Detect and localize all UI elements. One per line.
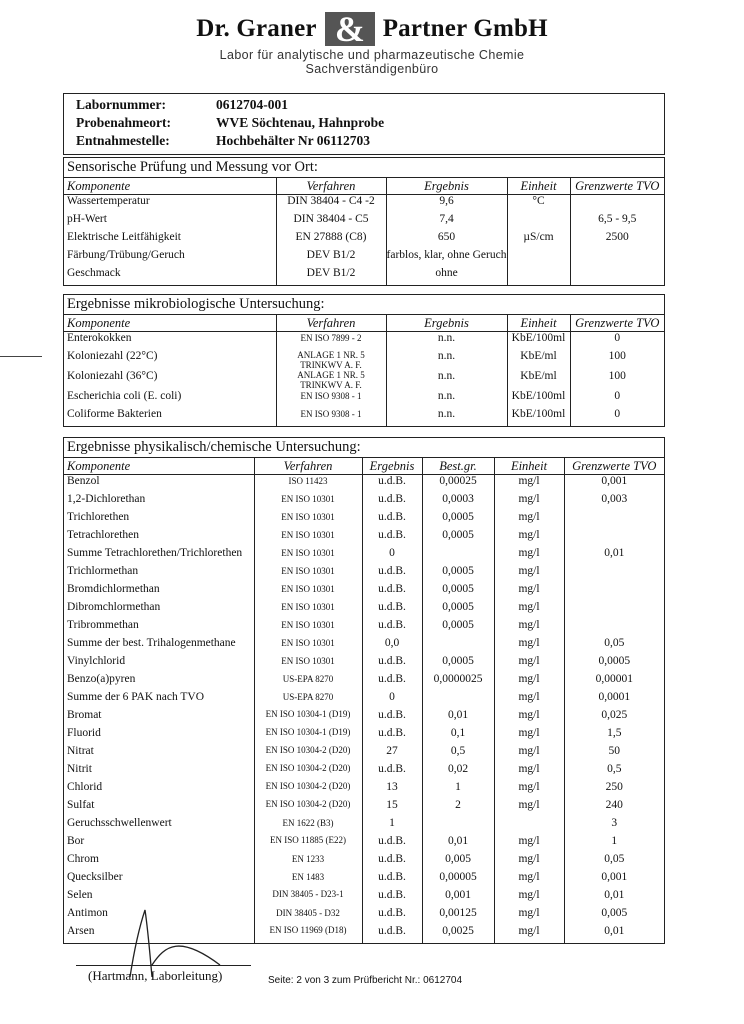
- value-cell: 0,0025: [422, 925, 494, 943]
- value-cell: [507, 213, 570, 231]
- value-cell: u.d.B.: [362, 763, 422, 781]
- component-cell: Tribrommethan: [64, 619, 254, 637]
- component-cell: Koloniezahl (22°C): [64, 350, 276, 370]
- company-name: [0, 10, 744, 48]
- component-cell: Trichlormethan: [64, 565, 254, 583]
- component-cell: Quecksilber: [64, 871, 254, 889]
- table-row: [64, 637, 664, 655]
- method-cell: EN ISO 9308 - 1: [276, 390, 386, 408]
- table-row: [64, 727, 664, 745]
- value-cell: mg/l: [494, 493, 564, 511]
- value-cell: mg/l: [494, 637, 564, 655]
- value-cell: 3: [611, 817, 618, 829]
- table-row: [64, 493, 664, 511]
- value-cell: 0,025: [601, 709, 628, 721]
- component-cell: 1,2-Dichlorethan: [64, 493, 254, 511]
- table-row: [64, 231, 664, 249]
- table-row: [64, 195, 664, 214]
- value-cell: mg/l: [494, 529, 564, 547]
- value-cell: 13: [362, 781, 422, 799]
- method-cell: EN 1622 (B3): [254, 817, 362, 835]
- component-cell: Summe der best. Trihalogenmethane: [64, 637, 254, 655]
- method-cell: ISO 11423: [254, 475, 362, 494]
- page-indicator: Seite: 2 von 3 zum Prüfbericht Nr.: 0612704: [268, 975, 462, 986]
- component-cell: Fluorid: [64, 727, 254, 745]
- method-cell: EN ISO 10301: [254, 565, 362, 583]
- method-cell: DEV B1/2: [276, 267, 386, 285]
- method-cell: EN ISO 10301: [254, 511, 362, 529]
- signature-caption: (Hartmann, Laborleitung): [88, 968, 223, 983]
- method-cell: EN ISO 10304-2 (D20): [254, 745, 362, 763]
- info-row-sampling-point: Entnahmestelle: Hochbehälter Nr 06112703: [76, 133, 370, 148]
- section-physchem: [63, 437, 665, 944]
- method-cell: ANLAGE 1 NR. 5 TRINKWV A. F.: [276, 370, 386, 390]
- value-cell: 100: [608, 370, 626, 382]
- value-cell: u.d.B.: [362, 853, 422, 871]
- value-cell: u.d.B.: [362, 889, 422, 907]
- value-cell: 50: [608, 745, 620, 757]
- value-cell: 0,001: [422, 889, 494, 907]
- value-cell: [422, 817, 494, 835]
- method-cell: EN ISO 10301: [254, 619, 362, 637]
- svg-text:&: &: [334, 10, 365, 48]
- value-cell: 0,0005: [422, 583, 494, 601]
- value-cell: 0,00001: [595, 673, 633, 685]
- value-cell: 0,01: [422, 835, 494, 853]
- component-cell: Coliforme Bakterien: [64, 408, 276, 426]
- value-cell: [564, 583, 664, 601]
- value-cell: [422, 691, 494, 709]
- value-cell: KbE/100ml: [507, 332, 570, 351]
- table-row: [64, 475, 664, 494]
- margin-mark: [0, 356, 42, 357]
- component-cell: Tetrachlorethen: [64, 529, 254, 547]
- method-cell: DIN 38404 - C5: [276, 213, 386, 231]
- component-cell: Chlorid: [64, 781, 254, 799]
- value-cell: 0,00025: [422, 475, 494, 494]
- table-row: [64, 799, 664, 817]
- value-cell: u.d.B.: [362, 871, 422, 889]
- sensory-rows: [64, 195, 664, 286]
- letterhead: [0, 10, 744, 76]
- value-cell: 0,0003: [422, 493, 494, 511]
- value-cell: 0,0005: [422, 565, 494, 583]
- value-cell: n.n.: [386, 408, 507, 426]
- table-row: [64, 601, 664, 619]
- value-cell: mg/l: [494, 583, 564, 601]
- table-row: [64, 267, 664, 285]
- value-cell: u.d.B.: [362, 673, 422, 691]
- table-row: [64, 390, 664, 408]
- table-row: [64, 709, 664, 727]
- value-cell: [564, 511, 664, 529]
- value-cell: [507, 267, 570, 285]
- method-cell: EN ISO 10304-2 (D20): [254, 781, 362, 799]
- value-cell: u.d.B.: [362, 565, 422, 583]
- physchem-rows: [64, 475, 664, 944]
- signature-line: [76, 965, 251, 966]
- component-cell: Wassertemperatur: [64, 195, 276, 214]
- method-cell: EN ISO 10301: [254, 637, 362, 655]
- component-cell: Benzol: [64, 475, 254, 494]
- component-cell: Koloniezahl (36°C): [64, 370, 276, 390]
- value-cell: 1: [362, 817, 422, 835]
- component-cell: Benzo(a)pyren: [64, 673, 254, 691]
- value-cell: 2500: [605, 231, 629, 243]
- microbiology-table: Komponente Verfahren Ergebnis Einheit Grenzwerte TVO Enterokokken EN ISO 7899 - 2 n.n. KbE/100ml 0 Koloniezahl (22°C) ANLAGE 1 NR. 5 TRINKWV A. F. n.n. KbE/ml 100 Koloniezahl (36°C) ANLAGE 1 NR. 5 TRINKWV A. F. n.n. KbE/ml 100 Escherichia coli (E. coli) EN ISO 9308 - 1 n.n. KbE/100ml 0 Coliforme Bakterien EN ISO 9308 - 1 n.n. KbE/100ml 0: [64, 315, 664, 426]
- value-cell: 0,001: [601, 475, 628, 487]
- value-cell: mg/l: [494, 655, 564, 673]
- value-cell: 0,0005: [422, 619, 494, 637]
- value-cell: 0,1: [422, 727, 494, 745]
- value-cell: mg/l: [494, 907, 564, 925]
- table-row: [64, 691, 664, 709]
- method-cell: EN ISO 10304-2 (D20): [254, 763, 362, 781]
- table-row: [64, 332, 664, 351]
- table-row: [64, 408, 664, 426]
- value-cell: µS/cm: [507, 231, 570, 249]
- value-cell: u.d.B.: [362, 601, 422, 619]
- value-cell: 27: [362, 745, 422, 763]
- component-cell: Enterokokken: [64, 332, 276, 351]
- value-cell: 0,0005: [422, 601, 494, 619]
- table-row: [64, 673, 664, 691]
- value-cell: KbE/100ml: [507, 408, 570, 426]
- value-cell: 0,005: [601, 907, 628, 919]
- method-cell: EN ISO 10301: [254, 529, 362, 547]
- value-cell: 0: [614, 408, 621, 420]
- method-cell: EN ISO 10301: [254, 493, 362, 511]
- component-cell: Escherichia coli (E. coli): [64, 390, 276, 408]
- value-cell: [564, 529, 664, 547]
- sample-info-box: [63, 93, 665, 155]
- method-cell: DEV B1/2: [276, 249, 386, 267]
- value-cell: u.d.B.: [362, 583, 422, 601]
- method-cell: EN ISO 10304-1 (D19): [254, 727, 362, 745]
- value-cell: KbE/ml: [507, 370, 570, 390]
- table-row: [64, 853, 664, 871]
- component-cell: Vinylchlorid: [64, 655, 254, 673]
- physchem-table: Komponente Verfahren Ergebnis Best.gr. Einheit Grenzwerte TVO Benzol ISO 11423 u.d.B. 0,00025 mg/l 0,001 1,2-Dichlorethan EN ISO 10301 u.d.B. 0,0003 mg/l 0,003 Trichlorethen EN ISO 10301 u.d.B. 0,0005 mg/l Tetrachlorethen EN ISO 10301 u.d.B. 0,0005 mg/l Summe Tetrachlorethen/Trichlorethen EN ISO 10301 0 mg/l 0,01 Trichlormethan EN ISO 10301 u.d.B. 0,0005 mg/l Bromdichlormethan EN ISO 10301 u.d.B. 0,0005 mg/l Dibromchlormethan EN ISO 10301 u.d.B. 0,0005 mg/l Tribrommethan EN ISO 10301 u.d.B. 0,0005 mg/l Summe der best. Trihalogenmethane EN ISO 10301 0,0 mg/l 0,05 Vinylchlorid EN ISO 10301 u.d.B. 0,0005 mg/l 0,0005 Benzo(a)pyren US-EPA 8270 u.d.B. 0,0000025 mg/l 0,00001 Summe der 6 PAK nach TVO US-EPA 8270 0 mg/l 0,0001 Bromat EN ISO 10304-1 (D19) u.d.B. 0,01 mg/l 0,025 Fluorid EN ISO 10304-1 (D19) u.d.B. 0,1 mg/l 1,5 Nitrat EN ISO 10304-2 (D20) 27 0,5 mg/l 50 Nitrit EN ISO 10304-2 (D20) u.d.B. 0,02 mg/l 0,5 Chlorid EN ISO 10304-2 (D20) 13 1 mg/l 250 Sulfat EN ISO 10304-2 (D20) 15 2 mg/l 240 Geruchsschwellenwert EN 1622 (B3) 1 3 Bor EN ISO 11885 (E22) u.d.B. 0,01 mg/l 1 Chrom EN 1233 u.d.B. 0,005 mg/l 0,05 Quecksilber EN 1483 u.d.B. 0,00005 mg/l 0,001 Selen DIN 38405 - D23-1 u.d.B. 0,001 mg/l 0,01 Antimon DIN 38405 - D32 u.d.B. 0,00125 mg/l 0,005 Arsen EN ISO 11969 (D18) u.d.B. 0,0025 mg/l 0,01: [64, 458, 664, 943]
- value-cell: mg/l: [494, 835, 564, 853]
- table-row: [64, 565, 664, 583]
- method-cell: DIN 38405 - D23-1: [254, 889, 362, 907]
- value-cell: [570, 267, 664, 285]
- value-cell: mg/l: [494, 709, 564, 727]
- method-cell: EN 1483: [254, 871, 362, 889]
- component-cell: Geruchsschwellenwert: [64, 817, 254, 835]
- method-cell: EN ISO 10301: [254, 655, 362, 673]
- component-cell: Trichlorethen: [64, 511, 254, 529]
- value-cell: n.n.: [386, 332, 507, 351]
- method-cell: EN ISO 11969 (D18): [254, 925, 362, 943]
- section-title: Ergebnisse physikalisch/chemische Untersuchung:: [64, 438, 664, 458]
- method-cell: EN ISO 10304-1 (D19): [254, 709, 362, 727]
- value-cell: [570, 249, 664, 267]
- value-cell: 0: [614, 390, 621, 402]
- method-cell: EN ISO 10301: [254, 583, 362, 601]
- value-cell: u.d.B.: [362, 907, 422, 925]
- value-cell: 0,02: [422, 763, 494, 781]
- value-cell: 0,0005: [422, 655, 494, 673]
- section-title: Ergebnisse mikrobiologische Untersuchung:: [64, 295, 664, 315]
- component-cell: Selen: [64, 889, 254, 907]
- value-cell: mg/l: [494, 925, 564, 943]
- value-cell: mg/l: [494, 601, 564, 619]
- value-cell: 1,5: [607, 727, 622, 739]
- table-row: [64, 745, 664, 763]
- method-cell: EN ISO 10304-2 (D20): [254, 799, 362, 817]
- value-cell: mg/l: [494, 727, 564, 745]
- value-cell: [564, 601, 664, 619]
- component-cell: pH-Wert: [64, 213, 276, 231]
- value-cell: 0,0: [362, 637, 422, 655]
- value-cell: u.d.B.: [362, 727, 422, 745]
- value-cell: 0,003: [601, 493, 628, 505]
- component-cell: Geschmack: [64, 267, 276, 285]
- value-cell: 9,6: [386, 195, 507, 214]
- value-cell: [564, 619, 664, 637]
- method-cell: DIN 38405 - D32: [254, 907, 362, 925]
- value-cell: 0: [362, 547, 422, 565]
- table-row: [64, 249, 664, 267]
- value-cell: u.d.B.: [362, 493, 422, 511]
- info-row-location: Probenahmeort: WVE Söchtenau, Hahnprobe: [76, 115, 385, 130]
- info-row-labnumber: Labornummer: 0612704-001: [76, 97, 288, 112]
- table-row: [64, 547, 664, 565]
- value-cell: [494, 817, 564, 835]
- section-microbiology: [63, 294, 665, 427]
- component-cell: Summe Tetrachlorethen/Trichlorethen: [64, 547, 254, 565]
- value-cell: u.d.B.: [362, 925, 422, 943]
- brand-left: Dr. Graner: [196, 15, 317, 42]
- component-cell: Dibromchlormethan: [64, 601, 254, 619]
- table-row: [64, 350, 664, 370]
- value-cell: n.n.: [386, 350, 507, 370]
- company-subtitle: Labor für analytische und pharmazeutische Chemie: [219, 48, 525, 62]
- value-cell: 250: [605, 781, 623, 793]
- value-cell: mg/l: [494, 745, 564, 763]
- component-cell: Summe der 6 PAK nach TVO: [64, 691, 254, 709]
- value-cell: mg/l: [494, 691, 564, 709]
- value-cell: 0,0000025: [422, 673, 494, 691]
- table-row: [64, 619, 664, 637]
- method-cell: EN ISO 10301: [254, 601, 362, 619]
- value-cell: u.d.B.: [362, 835, 422, 853]
- section-title: Sensorische Prüfung und Messung vor Ort:: [64, 158, 664, 178]
- value-cell: u.d.B.: [362, 655, 422, 673]
- value-cell: u.d.B.: [362, 709, 422, 727]
- component-cell: Elektrische Leitfähigkeit: [64, 231, 276, 249]
- method-cell: US-EPA 8270: [254, 691, 362, 709]
- value-cell: mg/l: [494, 763, 564, 781]
- value-cell: 0,5: [422, 745, 494, 763]
- table-row: [64, 871, 664, 889]
- method-cell: US-EPA 8270: [254, 673, 362, 691]
- brand-right: Partner GmbH: [382, 15, 548, 42]
- company-subtitle-2: Sachverständigenbüro: [305, 62, 439, 76]
- section-sensory: [63, 157, 665, 286]
- method-cell: EN 27888 (C8): [276, 231, 386, 249]
- value-cell: 0,0005: [422, 511, 494, 529]
- value-cell: mg/l: [494, 619, 564, 637]
- component-cell: Antimon: [64, 907, 254, 925]
- component-cell: Bromdichlormethan: [64, 583, 254, 601]
- value-cell: [570, 195, 664, 214]
- value-cell: u.d.B.: [362, 511, 422, 529]
- value-cell: mg/l: [494, 673, 564, 691]
- sensory-table: Komponente Verfahren Ergebnis Einheit Grenzwerte TVO Wassertemperatur DIN 38404 - C4 -2 9,6 °C pH-Wert DIN 38404 - C5 7,4 6,5 - 9,5 Elektrische Leitfähigkeit EN 27888 (C8) 650 µS/cm 2500 Färbung/Trübung/Geruch DEV B1/2 farblos, klar, ohne Geruch Geschmack DEV B1/2 ohne: [64, 178, 664, 285]
- value-cell: 7,4: [386, 213, 507, 231]
- method-cell: EN ISO 7899 - 2: [276, 332, 386, 351]
- method-cell: EN 1233: [254, 853, 362, 871]
- component-cell: Nitrat: [64, 745, 254, 763]
- value-cell: 1: [422, 781, 494, 799]
- value-cell: mg/l: [494, 565, 564, 583]
- method-cell: EN ISO 10301: [254, 547, 362, 565]
- microbiology-rows: [64, 332, 664, 427]
- value-cell: n.n.: [386, 390, 507, 408]
- method-cell: EN ISO 11885 (E22): [254, 835, 362, 853]
- value-cell: u.d.B.: [362, 475, 422, 494]
- value-cell: mg/l: [494, 799, 564, 817]
- value-cell: mg/l: [494, 871, 564, 889]
- table-row: [64, 763, 664, 781]
- value-cell: 0,001: [601, 871, 628, 883]
- component-cell: Färbung/Trübung/Geruch: [64, 249, 276, 267]
- value-cell: 0,00005: [422, 871, 494, 889]
- value-cell: 240: [605, 799, 623, 811]
- value-cell: 6,5 - 9,5: [598, 213, 637, 225]
- value-cell: 0,05: [604, 853, 625, 865]
- value-cell: 0: [614, 332, 621, 344]
- value-cell: mg/l: [494, 547, 564, 565]
- ampersand-logo-icon: [323, 10, 377, 48]
- component-cell: Nitrit: [64, 763, 254, 781]
- component-cell: Chrom: [64, 853, 254, 871]
- value-cell: ohne: [386, 267, 507, 285]
- value-cell: °C: [507, 195, 570, 214]
- value-cell: 0,01: [604, 547, 625, 559]
- method-cell: ANLAGE 1 NR. 5 TRINKWV A. F.: [276, 350, 386, 370]
- value-cell: 0,05: [604, 637, 625, 649]
- value-cell: 2: [422, 799, 494, 817]
- value-cell: 0,01: [422, 709, 494, 727]
- value-cell: KbE/100ml: [507, 390, 570, 408]
- value-cell: 100: [608, 350, 626, 362]
- component-cell: Bromat: [64, 709, 254, 727]
- table-row: [64, 529, 664, 547]
- value-cell: mg/l: [494, 511, 564, 529]
- value-cell: 0,0005: [598, 655, 631, 667]
- table-row: [64, 583, 664, 601]
- value-cell: [422, 547, 494, 565]
- value-cell: mg/l: [494, 781, 564, 799]
- method-cell: DIN 38404 - C4 -2: [276, 195, 386, 214]
- table-row: [64, 817, 664, 835]
- value-cell: n.n.: [386, 370, 507, 390]
- value-cell: 0,0001: [598, 691, 631, 703]
- value-cell: farblos, klar, ohne Geruch: [386, 249, 507, 267]
- value-cell: mg/l: [494, 853, 564, 871]
- table-row: [64, 213, 664, 231]
- component-cell: Bor: [64, 835, 254, 853]
- value-cell: mg/l: [494, 889, 564, 907]
- table-row: [64, 370, 664, 390]
- value-cell: 1: [611, 835, 618, 847]
- value-cell: 0,01: [604, 889, 625, 901]
- value-cell: KbE/ml: [507, 350, 570, 370]
- value-cell: 0,01: [604, 925, 625, 937]
- value-cell: u.d.B.: [362, 619, 422, 637]
- value-cell: 0,005: [422, 853, 494, 871]
- value-cell: [422, 637, 494, 655]
- method-cell: EN ISO 9308 - 1: [276, 408, 386, 426]
- value-cell: 0,00125: [422, 907, 494, 925]
- table-row: [64, 781, 664, 799]
- value-cell: 0,0005: [422, 529, 494, 547]
- value-cell: [564, 565, 664, 583]
- value-cell: 15: [362, 799, 422, 817]
- table-row: [64, 511, 664, 529]
- value-cell: mg/l: [494, 475, 564, 494]
- component-cell: Sulfat: [64, 799, 254, 817]
- value-cell: u.d.B.: [362, 529, 422, 547]
- value-cell: 650: [386, 231, 507, 249]
- table-row: [64, 655, 664, 673]
- component-cell: Arsen: [64, 925, 254, 943]
- value-cell: [507, 249, 570, 267]
- value-cell: 0,5: [607, 763, 622, 775]
- table-row: [64, 835, 664, 853]
- value-cell: 0: [362, 691, 422, 709]
